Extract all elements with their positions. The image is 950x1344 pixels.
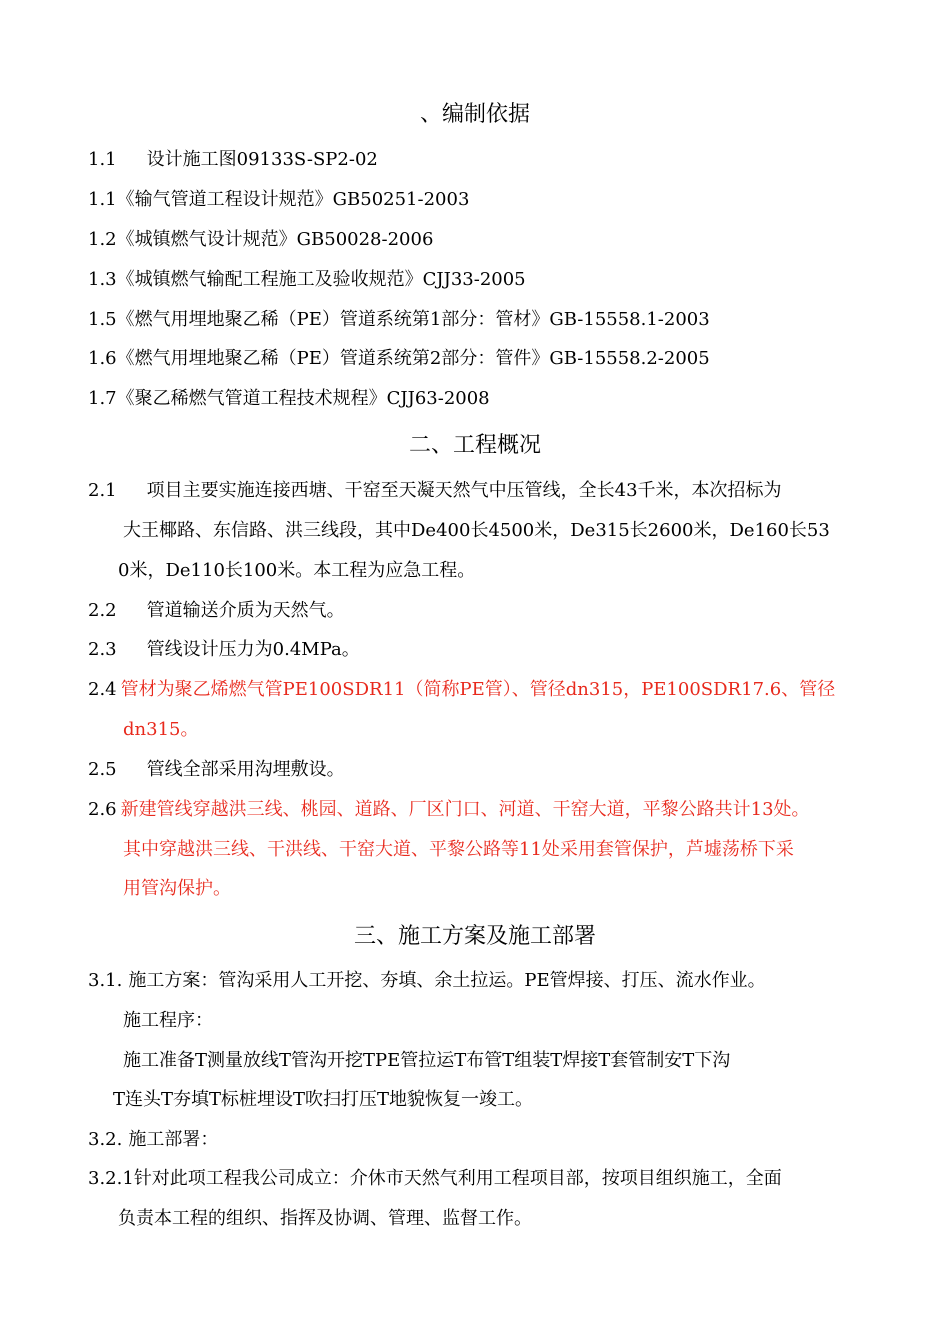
item-number: 2.1 [88, 480, 117, 501]
item-text: 《城镇燃气输配工程施工及验收规范》CJJ33-2005 [116, 269, 526, 290]
item-number: 1.1 [88, 149, 117, 170]
list-item [88, 307, 710, 333]
list-item: 施工程序： [123, 1010, 213, 1031]
item-continuation: 大王椰路、东信路、洪三线段，其中De400长4500米，De315长2600米，De160长53 [123, 520, 830, 541]
item-continuation: 负责本工程的组织、指挥及协调、管理、监督工作。 [118, 1208, 532, 1229]
item-number: 2.3 [88, 639, 117, 660]
list-item [88, 147, 378, 173]
item-text: 管线设计压力为0.4MPa。 [146, 639, 360, 660]
item-text: 《城镇燃气设计规范》GB50028-2006 [116, 229, 434, 250]
list-item [88, 187, 469, 213]
list-item [88, 267, 526, 293]
item-text: 《燃气用埋地聚乙稀（PE）管道系统第2部分：管件》GB-15558.2-2005 [116, 348, 710, 369]
item-number: 1.6 [88, 348, 117, 369]
section-title-1: 、编制依据 [419, 102, 530, 127]
section-title-2: 二、工程概况 [408, 433, 541, 458]
item-text: 《燃气用埋地聚乙稀（PE）管道系统第1部分：管材》GB-15558.1-2003 [116, 309, 710, 330]
item-text: 项目主要实施连接西塘、干窑至天凝天然气中压管线，全长43千米，本次招标为 [146, 480, 782, 501]
item-text: 设计施工图09133S-SP2-02 [146, 149, 378, 170]
list-item [88, 968, 766, 994]
item-continuation: dn315。 [123, 719, 199, 740]
item-number: 1.3 [88, 269, 117, 290]
item-number: 3.2.1 [88, 1168, 134, 1189]
section-title-3: 三、施工方案及施工部署 [353, 924, 596, 949]
list-item [88, 227, 433, 253]
list-item [88, 346, 710, 372]
item-text: 施工方案：管沟采用人工开挖、夯填、余土拉运。PE管焊接、打压、流水作业。 [128, 970, 766, 991]
item-continuation: T连头T夯填T标桩埋设T吹扫打压T地貌恢复一竣工。 [113, 1089, 534, 1110]
list-item [88, 386, 490, 412]
item-number: 1.7 [88, 388, 117, 409]
item-continuation: 0米，De110长100米。本工程为应急工程。 [118, 560, 476, 581]
item-text: 管线全部采用沟埋敷设。 [146, 759, 345, 780]
item-text: 《输气管道工程设计规范》GB50251-2003 [116, 189, 470, 210]
item-number: 3.2. [88, 1129, 123, 1150]
item-text: 新建管线穿越洪三线、桃园、道路、厂区门口、河道、干窑大道，平黎公路共计13处。 [120, 799, 810, 820]
item-continuation: 其中穿越洪三线、干洪线、干窑大道、平黎公路等11处采用套管保护，芦墟荡桥下采 [123, 839, 794, 860]
item-number: 2.2 [88, 600, 117, 621]
list-item [88, 677, 835, 703]
list-item [88, 637, 360, 663]
list-item [88, 757, 345, 783]
list-item [88, 478, 782, 504]
item-text: 管材为聚乙烯燃气管PE100SDR11（简称PE管）、管径dn315，PE100SDR17.6、管径 [120, 679, 836, 700]
item-number: 1.1 [88, 189, 117, 210]
item-number: 2.6 [88, 799, 117, 820]
item-number: 3.1. [88, 970, 123, 991]
item-number: 1.5 [88, 309, 117, 330]
list-item [88, 1127, 218, 1153]
list-item [88, 797, 810, 823]
list-item [88, 598, 345, 624]
item-text: 《聚乙稀燃气管道工程技术规程》CJJ63-2008 [116, 388, 490, 409]
item-text: 针对此项工程我公司成立：介休市天然气利用工程项目部，按项目组织施工，全面 [133, 1168, 782, 1189]
item-text: 施工部署： [128, 1129, 219, 1150]
item-number: 2.4 [88, 679, 117, 700]
item-number: 2.5 [88, 759, 117, 780]
item-continuation: 施工准备T测量放线T管沟开挖TPE管拉运T布管T组装T焊接T套管制安T下沟 [123, 1050, 731, 1071]
item-text: 管道输送介质为天然气。 [146, 600, 345, 621]
list-item [88, 1166, 782, 1192]
item-number: 1.2 [88, 229, 117, 250]
item-continuation: 用管沟保护。 [123, 878, 231, 899]
